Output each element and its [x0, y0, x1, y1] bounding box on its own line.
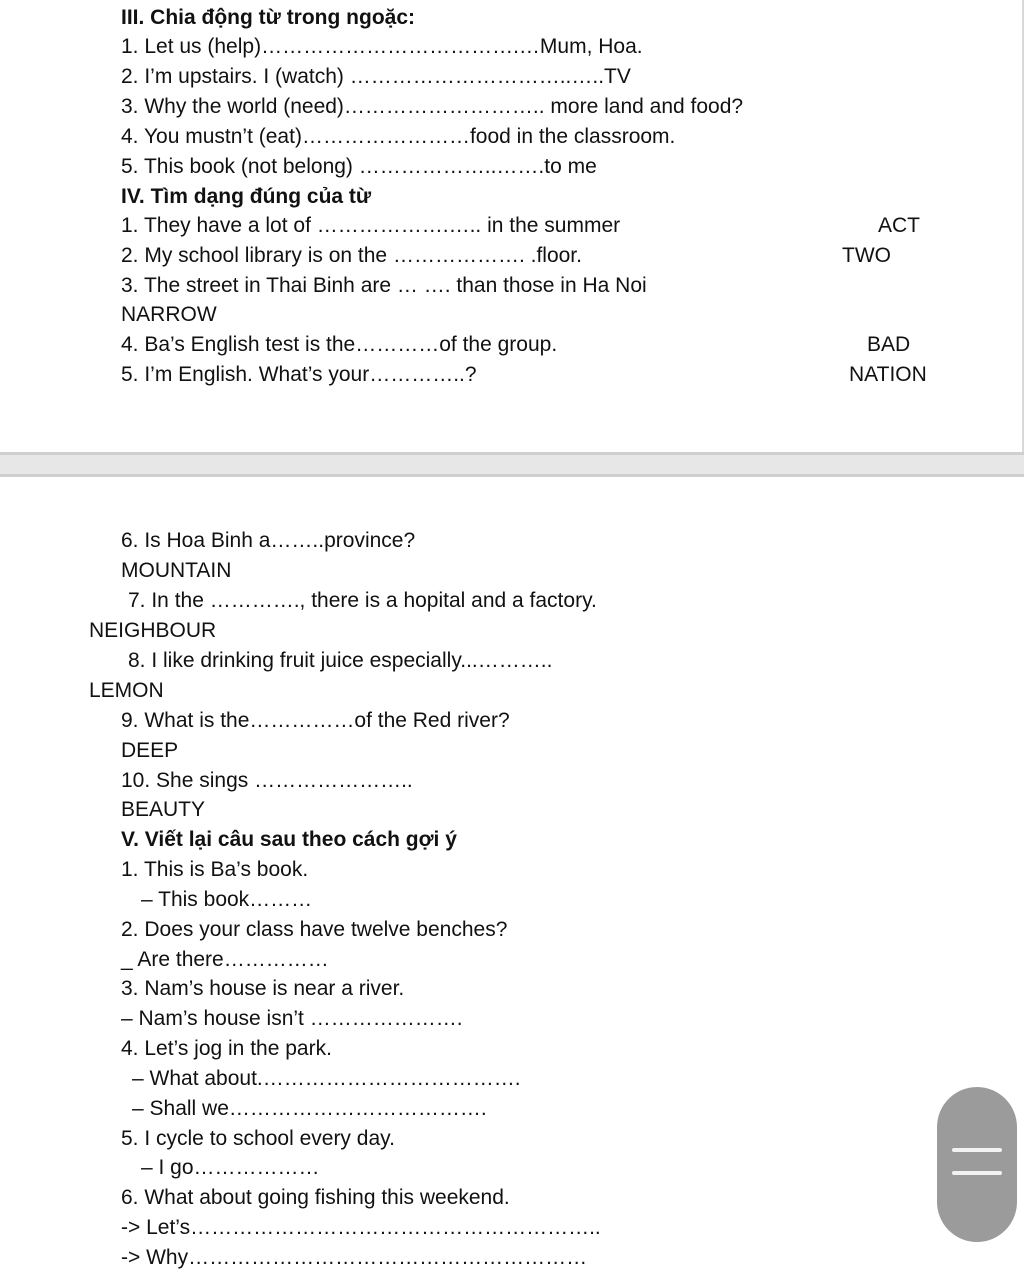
section-4-word-6: MOUNTAIN — [121, 559, 232, 582]
section-4-item-2: 2. My school library is on the ………………. .floor. — [121, 244, 582, 267]
section-4-word-10: BEAUTY — [121, 798, 206, 821]
section-3-item-3: 3. Why the world (need)……………………….. more land and food? — [121, 95, 744, 118]
section-5-line-3: 2. Does your class have twelve benches? — [121, 918, 508, 941]
section-5-line-9: – Shall we………………………………. — [132, 1097, 487, 1120]
section-5-line-10: 5. I cycle to school every day. — [121, 1127, 395, 1150]
section-4-item-7: 7. In the …………., there is a hopital and a factory. — [128, 589, 597, 612]
section-4-word-8: LEMON — [89, 679, 164, 702]
section-4-item-10: 10. She sings ………………….. — [121, 769, 413, 792]
section-4-item-3: 3. The street in Thai Binh are … …. than those in Ha Noi — [121, 274, 647, 297]
section-4-word-3: NARROW — [121, 303, 217, 326]
section-5-line-6: – Nam’s house isn’t …………………. — [121, 1007, 463, 1030]
section-3-item-4: 4. You mustn’t (eat)……………………food in the classroom. — [121, 125, 676, 148]
section-5-line-5: 3. Nam’s house is near a river. — [121, 977, 405, 1000]
section-5-line-2: – This book……… — [141, 888, 313, 911]
section-5-line-7: 4. Let’s jog in the park. — [121, 1037, 332, 1060]
grip-line-icon — [952, 1148, 1002, 1152]
page-divider — [0, 452, 1024, 477]
section-4-word-5: NATION — [849, 363, 927, 386]
page-bottom — [0, 477, 1024, 1273]
section-5-line-14: -> Why………………………………………………… — [121, 1246, 588, 1269]
section-4-item-4: 4. Ba’s English test is the…………of the group. — [121, 333, 558, 356]
section-5-line-8: – What about.………………………………. — [132, 1067, 521, 1090]
scroll-handle[interactable] — [937, 1087, 1017, 1242]
section-4-item-8: 8. I like drinking fruit juice especially...……….. — [128, 649, 553, 672]
section-5-line-13: -> Let’s………………………………………………….. — [121, 1216, 601, 1239]
section-4-word-7: NEIGHBOUR — [89, 619, 217, 642]
section-5-line-11: – I go……………… — [141, 1156, 320, 1179]
section-4-item-9: 9. What is the……………of the Red river? — [121, 709, 510, 732]
section-4-item-1: 1. They have a lot of ……………….….. in the summer — [121, 214, 621, 237]
section-4-heading: IV. Tìm dạng đúng của từ — [121, 185, 372, 208]
section-5-line-4: _ Are there…………… — [121, 948, 329, 971]
section-4-word-4: BAD — [867, 333, 911, 356]
section-4-item-5: 5. I’m English. What’s your…………..? — [121, 363, 477, 386]
section-4-word-1: ACT — [878, 214, 920, 237]
section-5-line-1: 1. This is Ba’s book. — [121, 858, 309, 881]
page-top — [0, 0, 1024, 452]
section-4-word-2: TWO — [842, 244, 891, 267]
section-4-word-9: DEEP — [121, 739, 179, 762]
section-3-item-2: 2. I’m upstairs. I (watch) …………………………..…..TV — [121, 65, 631, 88]
section-3-item-5: 5. This book (not belong) ………………..…….to me — [121, 155, 597, 178]
section-3-heading: III. Chia động từ trong ngoặc: — [121, 6, 416, 29]
section-5-line-12: 6. What about going fishing this weekend. — [121, 1186, 510, 1209]
section-5-heading: V. Viết lại câu sau theo cách gợi ý — [121, 828, 457, 851]
grip-line-icon — [952, 1171, 1002, 1175]
section-3-item-1: 1. Let us (help)……………………………….…Mum, Hoa. — [121, 35, 643, 58]
section-4-item-6: 6. Is Hoa Binh a……..province? — [121, 529, 416, 552]
